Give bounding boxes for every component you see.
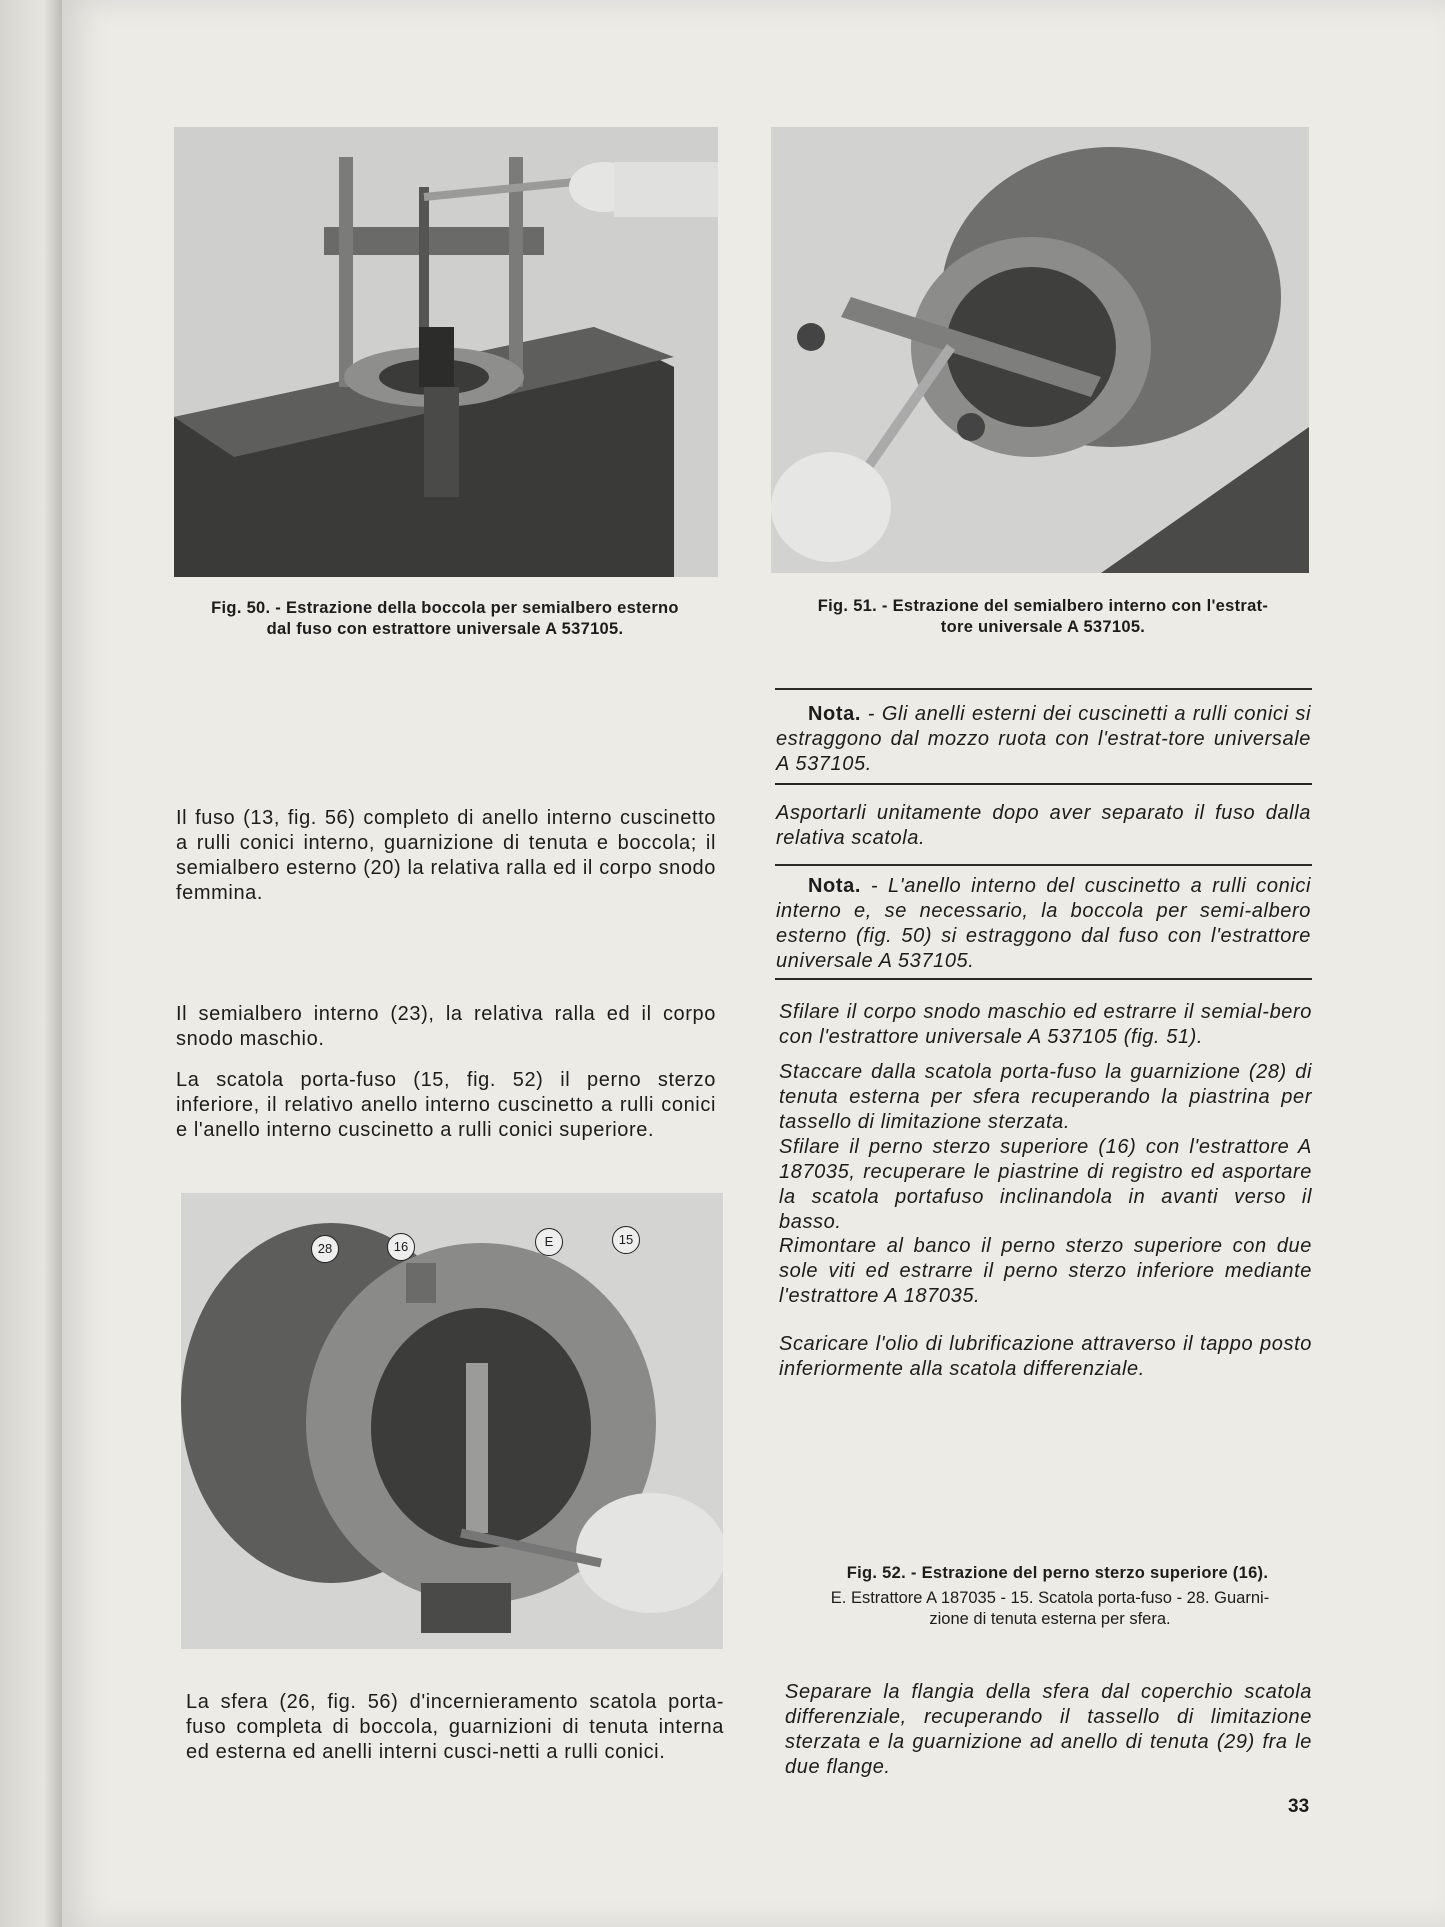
sfilare-perno-text: Sfilare il perno sterzo superiore (16) con l'estrattore A 187035, recuperare le piastrine di registro ed asportare la scatola portafuso inclinandola in avanti verso il basso. bbox=[779, 1136, 1312, 1233]
fig52-callout-E: E bbox=[535, 1228, 563, 1256]
nota1-block bbox=[776, 702, 1311, 777]
fig52-caption-line3: zione di tenuta esterna per sfera. bbox=[929, 1610, 1171, 1628]
nota1-bottom-rule bbox=[775, 783, 1312, 785]
fig51-caption bbox=[768, 596, 1318, 638]
nota2-top-rule bbox=[775, 864, 1312, 866]
left-para-semialbero: Il semialbero interno (23), la relativa ralla ed il corpo snodo maschio. bbox=[176, 1003, 716, 1050]
fig52-caption-title: Fig. 52. - Estrazione del perno sterzo superiore (16). bbox=[846, 1564, 1269, 1582]
fig52-callout-16: 16 bbox=[387, 1233, 415, 1261]
nota2-block bbox=[776, 874, 1311, 974]
nota1-text: - Gli anelli esterni dei cuscinetti a rulli conici si estraggono dal mozzo ruota con l'estrat-tore universale A 537105. bbox=[776, 703, 1311, 775]
fig52-caption-legend bbox=[780, 1588, 1320, 1630]
fig51-caption-line2: tore universale A 537105. bbox=[940, 618, 1146, 636]
fig51-caption-line1: Fig. 51. - Estrazione del semialbero interno con l'estrat- bbox=[817, 597, 1269, 615]
page-gutter bbox=[0, 0, 62, 1927]
fig52-photo bbox=[181, 1193, 723, 1649]
fig52-caption-line2: E. Estrattore A 187035 - 15. Scatola porta-fuso - 28. Guarni- bbox=[830, 1589, 1270, 1607]
nota2-text: - L'anello interno del cuscinetto a rulli conici interno e, se necessario, la boccola per semi-albero esterno (fig. 50) si estraggono dal fuso con l'estrattore universale A 537105. bbox=[776, 875, 1311, 972]
fig50-caption-line2: dal fuso con estrattore universale A 537105. bbox=[266, 620, 624, 638]
fig51-photo bbox=[771, 127, 1309, 573]
separare-text: Separare la flangia della sfera dal coperchio scatola differenziale, recuperando il tassello di limitazione sterzata e la guarnizione ad anello di tenuta (29) fra le due flange. bbox=[785, 1681, 1312, 1778]
left-para-scatola: La scatola porta-fuso (15, fig. 52) il perno sterzo inferiore, il relativo anello interno cuscinetto a rulli conici e l'anello interno cuscinetto a rulli conici superiore. bbox=[176, 1069, 716, 1141]
nota1-top-rule bbox=[775, 688, 1312, 690]
fig50-photo bbox=[174, 127, 718, 577]
page-number: 33 bbox=[1288, 1796, 1310, 1817]
rimontare-text: Rimontare al banco il perno sterzo superiore con due sole viti ed estrarre il perno sterzo inferiore mediante l'estrattore A 187035. bbox=[779, 1235, 1312, 1307]
asportarli-text: Asportarli unitamente dopo aver separato il fuso dalla relativa scatola. bbox=[776, 802, 1311, 849]
left-para-fuso: Il fuso (13, fig. 56) completo di anello interno cuscinetto a rulli conici interno, guarnizione di tenuta e boccola; il semialbero esterno (20) la relativa ralla ed il corpo snodo femmina. bbox=[176, 807, 716, 904]
staccare-text: Staccare dalla scatola porta-fuso la guarnizione (28) di tenuta esterna per sfera recuperando la piastrina per tassello di limitazione sterzata. bbox=[779, 1061, 1312, 1133]
nota1-label: Nota. bbox=[808, 703, 861, 725]
nota2-label: Nota. bbox=[808, 875, 861, 897]
fig52-callout-28: 28 bbox=[311, 1235, 339, 1263]
sfilare-snodo-text: Sfilare il corpo snodo maschio ed estrarre il semial-bero con l'estrattore universale A 537105 (fig. 51). bbox=[779, 1001, 1312, 1048]
fig52-callout-15: 15 bbox=[612, 1226, 640, 1254]
nota2-bottom-rule bbox=[775, 978, 1312, 980]
fig50-caption-line1: Fig. 50. - Estrazione della boccola per semialbero esterno bbox=[211, 599, 679, 617]
fig50-caption bbox=[160, 598, 730, 640]
left-para-sfera: La sfera (26, fig. 56) d'incernieramento scatola porta-fuso completa di boccola, guarnizioni di tenuta interna ed esterna ed anelli interni cusci-netti a rulli conici. bbox=[186, 1691, 724, 1763]
scaricare-text: Scaricare l'olio di lubrificazione attraverso il tappo posto inferiormente alla scatola differenziale. bbox=[779, 1333, 1312, 1380]
